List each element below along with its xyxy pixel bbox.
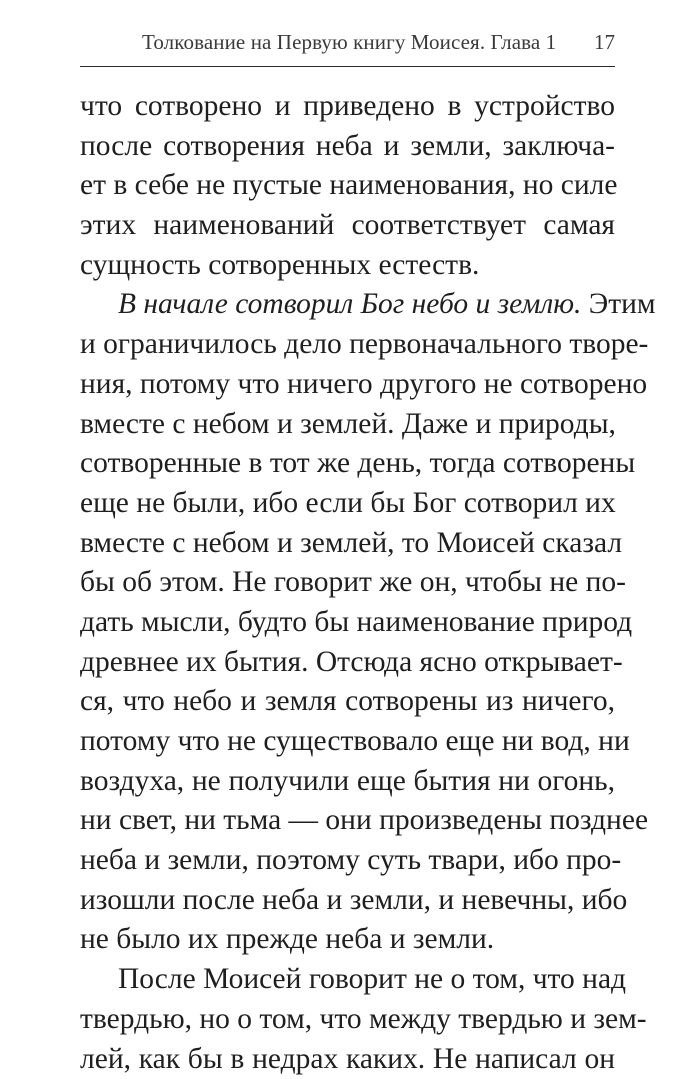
text-line: вместе с небом и землей. Даже и природы, xyxy=(80,405,615,445)
text-line: еще не были, ибо если бы Бог сотворил их xyxy=(80,484,615,524)
text-line: ся, что небо и земля сотворены из ничего, xyxy=(80,682,615,722)
text-line: неба и земли, поэтому суть твари, ибо про- xyxy=(80,841,615,881)
body-text xyxy=(80,87,615,1079)
paragraph-start-line xyxy=(80,285,615,325)
text-line: ет в себе не пустые наименования, но силе xyxy=(80,166,615,206)
text-line: этих наименований соответствует самая xyxy=(80,206,615,246)
header-rule xyxy=(80,66,615,67)
text-line: после сотворения неба и земли, заключа- xyxy=(80,127,615,167)
text-line: дать мысли, будто бы наименование природ xyxy=(80,603,615,643)
text-line: ни свет, ни тьма — они произведены позднее xyxy=(80,801,615,841)
text-line: ния, потому что ничего другого не сотворено xyxy=(80,365,615,405)
running-title: Толкование на Первую книгу Моисея. Глава 1 xyxy=(142,30,556,55)
text-line: и ограничилось дело первоначального творе- xyxy=(80,325,615,365)
running-head xyxy=(80,30,615,60)
text-line: вместе с небом и землей, то Моисей сказал xyxy=(80,524,615,564)
text-line: твердью, но о том, что между твердью и зем- xyxy=(80,1000,615,1040)
text-line: бы об этом. Не говорит же он, чтобы не по- xyxy=(80,563,615,603)
scripture-quote: В начале сотворил Бог небо и землю. xyxy=(118,288,581,320)
text-line: лей, как бы в недрах каких. Не написал он xyxy=(80,1040,615,1079)
text-line: сущность сотворенных естеств. xyxy=(80,246,615,286)
text-line: потому что не существовало еще ни вод, ни xyxy=(80,722,615,762)
text-line: сотворенные в тот же день, тогда сотворены xyxy=(80,444,615,484)
text-line: воздуха, не получили еще бытия ни огонь, xyxy=(80,762,615,802)
text-line: не было их прежде неба и земли. xyxy=(80,920,615,960)
text-line: древнее их бытия. Отсюда ясно открывает- xyxy=(80,643,615,683)
paragraph-start-line: После Моисей говорит не о том, что над xyxy=(80,960,615,1000)
page-number: 17 xyxy=(594,30,615,55)
text-line: что сотворено и приведено в устройство xyxy=(80,87,615,127)
text-line: изошли после неба и земли, и невечны, ибо xyxy=(80,881,615,921)
text-fragment: Этим xyxy=(581,288,655,320)
